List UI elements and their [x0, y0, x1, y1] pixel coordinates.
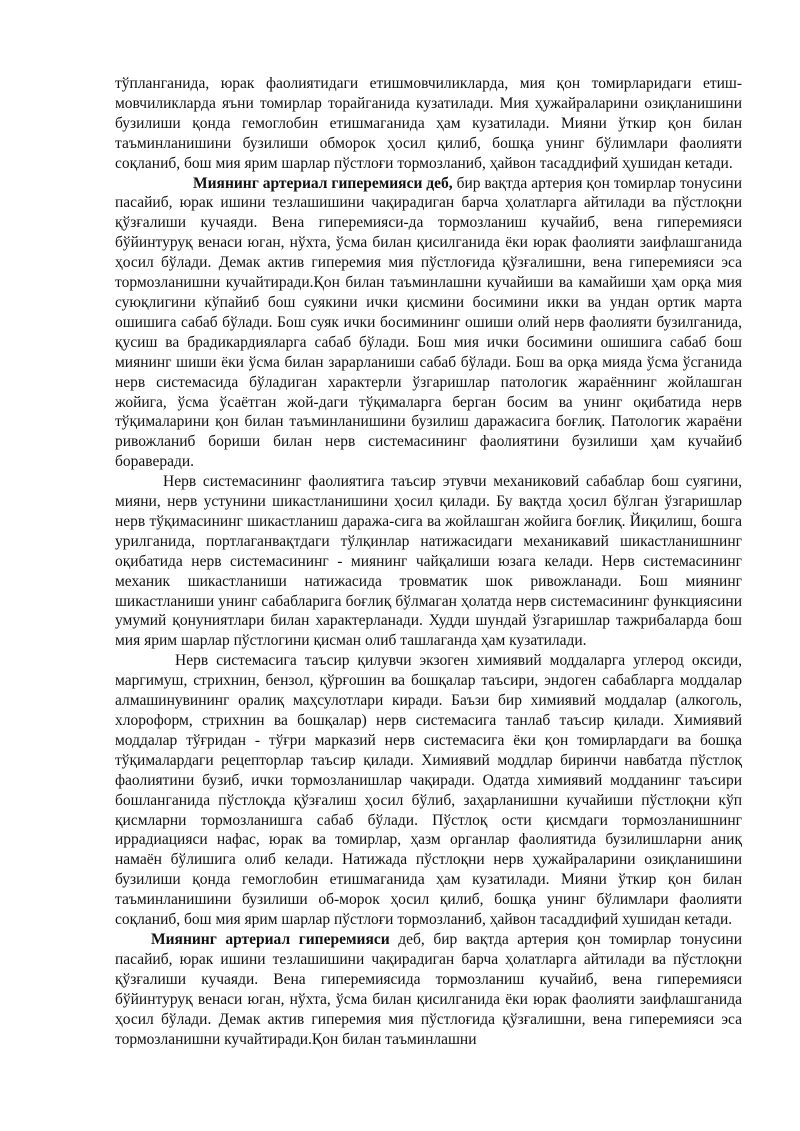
paragraph-5-text: деб, бир вақтда артерия қон томирлар тонусини пасайиб, юрак ишини тезлашишини чақирадиган барча ҳолатларга айтилади ва пўстлоқни қўзғалиши кучаяди. Вена гиперемиясида тормозланиш кучайиб, вена гиперемияси бўйинтуруқ венаси юган, нўхта, ўсма билан қисилганида ёки юрак фаолияти заифлашганида ҳосил бўлади. Демак актив гиперемия мия пўстлоғида қўзғалишни, вена гиперемияси эса тормозланишни кучайтиради.Қон билан таъминлашни	[115, 930, 742, 1048]
paragraph-2-lead: Миянинг артериал гиперемияси деб,	[193, 174, 453, 192]
paragraph-4	[115, 651, 742, 930]
paragraph-3	[115, 472, 742, 651]
paragraph-1	[115, 74, 742, 174]
paragraph-2-text: бир вақтда артерия қон томирлар тонусини пасайиб, юрак ишини тезлашишини чақирадиган барча ҳолатларга айтилади ва пўстлоқни қўзғалиши кучаяди. Вена гиперемияси-да тормозланиш кучайиб, вена гиперемияси бўйинтуруқ венаси юган, нўхта, ўсма билан қисилганида ёки юрак фаолияти заифлашганида ҳосил бўлади. Демак актив гиперемия мия пўстлоғида қўзғалишни, вена гиперемияси эса тормозланишни кучайтиради.Қон билан таъминлашни кучайиши ва камайиши ҳам орқа мия суюқлигини кўпайиб бош суякини ички қисмини босимини икки ва ундан ортик марта ошишига сабаб бўлади. Бош суяк ички босимининг ошиши олий нерв фаолияти бузилганида, қусиш ва брадикардияларга сабаб бўлади. Бош мия ички босимини ошишига сабаб бош миянинг шиши ёки ўсма билан зарарланиши сабаб бўлади. Бош ва орқа мияда ўсма ўсганида нерв системасида бўладиган характерли ўзгаришлар патологик жараённинг жойлашган жойига, ўсма ўсаётган жой-даги тўқималарга берган босим ва унинг оқибатида нерв тўқималарини қон билан таъминланишини бузилиш даражасига боғлиқ. Патологик жараёни ривожланиб бориши билан нерв системасининг фаолиятини бузилиши ҳам кучайиб бораверади.	[115, 174, 742, 471]
paragraph-3-text: Нерв системасининг фаолиятига таъсир этувчи механиковий сабаблар бош суягини, мияни, нерв устунини шикастланишини ҳосил қилади. Бу вақтда ҳосил бўлган ўзгаришлар нерв тўқимасининг шикастланиш даража-сига ва жойлашган жойига боғлиқ. Йиқилиш, бошга урилганида, портлаганвақтдаги тўлқинлар натижасидаги механикавий шикастланишнинг оқибатида нерв системасининг - миянинг чайқалиши юзага келади. Нерв системасининг механик шикастланиши натижасида тровматик шок ривожланади. Бош миянинг шикастланиши унинг сабабларига боғлиқ бўлмаган ҳолатда нерв системасининг функциясини умумий қонуниятлари билан характерланади. Худди шундай ўзгаришлар тажрибаларда бош мия ярим шарлар пўстлогини қисман олиб ташлаганда ҳам кузатилади.	[115, 473, 742, 650]
paragraph-2	[115, 174, 742, 473]
paragraph-1-text: тўпланганида, юрак фаолиятидаги етишмовчиликларда, мия қон томирларидаги етиш-мовчиликларда яъни томирлар торайганида кузатилади. Мия ҳужайраларини озиқланишини бузилиши қонда гемоглобин етишмаганида ҳам кузатилади. Мияни ўткир қон билан таъминланишини бузилиши обморок ҳосил қилиб, бошқа унинг бўлимлари фаолияти соқланиб, бош мия ярим шарлар пўстлоғи тормозланиб, ҳайвон тасаддифий ҳушидан кетади.	[115, 75, 742, 172]
document-page	[115, 74, 742, 1049]
paragraph-4-text: Нерв системасига таъсир қилувчи экзоген химиявий моддаларга углерод оксиди, маргимуш, стрихнин, бензол, қўрғошин ва бошқалар таъсири, эндоген сабабларга моддалар алмашинувининг оралиқ маҳсулотлари киради. Баъзи бир химиявий моддалар (алкоголь, хлороформ, стрихнин ва бошқалар) нерв системасига танлаб таъсир қилади. Химиявий моддалар тўғридан - тўғри марказий нерв системасига ёки қон томирлардаги ва бошқа тўқималардаги рецепторлар таъсир қилади. Химиявий моддлар биринчи навбатда пўстлоқ фаолиятини бузиб, ички тормозланишлар чақиради. Одатда химиявий модданинг таъсири бошланганида пўстлоқда қўзғалиш ҳосил бўлиб, заҳарланишни кучайиши пўстлоқни кўп қисмларни тормозланишга сабаб бўлади. Пўстлоқ ости қисмдаги тормозланишнинг иррадиацияси нафас, юрак ва томирлар, ҳазм органлар фаолиятида бузилишларни аниқ намаён бўлишига олиб келади. Натижада пўстлоқни нерв ҳужайраларини озиқланишини бузилиши қонда гемоглобин етишмаганида ҳам кузатилади. Мияни ўткир қон билан таъминланишини бузилиши об-морок ҳосил қилиб, бошқа унинг бўлимлари фаолияти соқланиб, бош мия ярим шарлар пўстлоғи тормозланиб, ҳайвон тасаддифий хушидан кетади.	[115, 652, 742, 929]
paragraph-5-lead: Миянинг артериал гиперемияси	[151, 930, 390, 948]
paragraph-5	[115, 930, 742, 1049]
